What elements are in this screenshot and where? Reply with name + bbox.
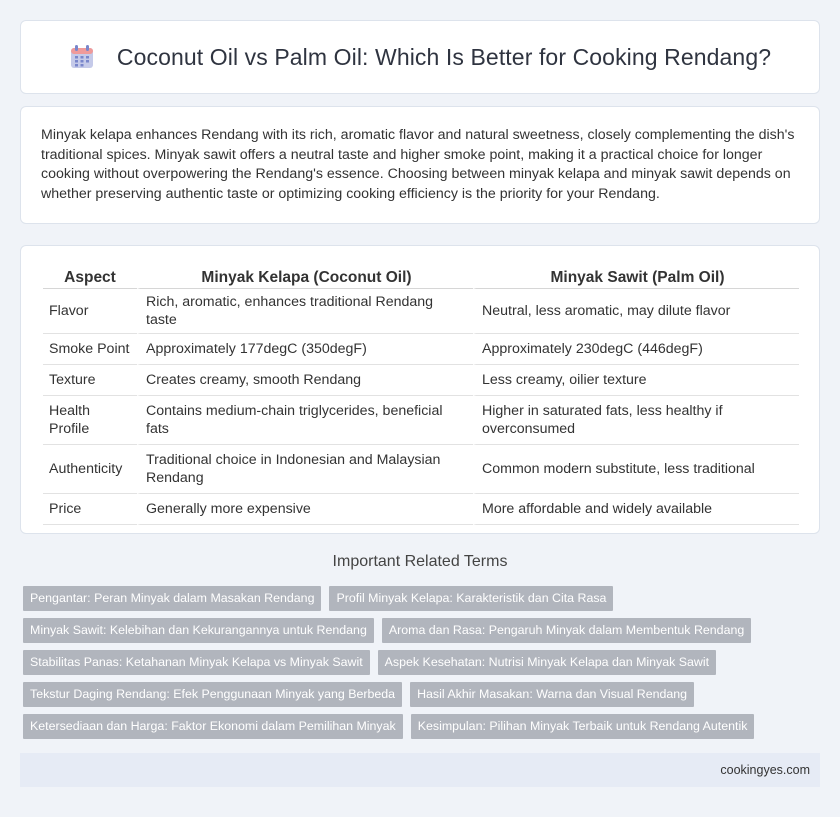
related-term-tag[interactable]: Aspek Kesehatan: Nutrisi Minyak Kelapa dan Minyak Sawit (378, 650, 716, 675)
table-row (43, 445, 799, 494)
header-palm-oil: Minyak Sawit (Palm Oil) (473, 267, 799, 289)
related-term-tag[interactable]: Stabilitas Panas: Ketahanan Minyak Kelapa vs Minyak Sawit (23, 650, 370, 675)
tag-row (23, 586, 823, 611)
related-term-tag[interactable]: Kesimpulan: Pilihan Minyak Terbaik untuk Rendang Autentik (411, 714, 755, 739)
row-aspect: Price (43, 494, 137, 525)
table-row (43, 494, 799, 525)
row-aspect: Flavor (43, 289, 137, 334)
row-aspect: Smoke Point (43, 334, 137, 365)
row-palm-value: Neutral, less aromatic, may dilute flavor (473, 289, 799, 334)
row-palm-value: More affordable and widely available (473, 494, 799, 525)
row-coconut-value: Traditional choice in Indonesian and Malaysian Rendang (137, 445, 473, 494)
related-term-tag[interactable]: Tekstur Daging Rendang: Efek Penggunaan Minyak yang Berbeda (23, 682, 402, 707)
related-terms-heading: Important Related Terms (332, 553, 508, 570)
related-term-tag[interactable]: Pengantar: Peran Minyak dalam Masakan Rendang (23, 586, 321, 611)
intro-paragraph: Minyak kelapa enhances Rendang with its rich, aromatic flavor and natural sweetness, closely complementing the dish's traditional spices. Minyak sawit offers a neutral taste and higher smoke point, making it a practical choice for longer cooking without overpowering the Rendang's essence. Choosing between minyak kelapa and minyak sawit depends on whether preserving authentic taste or optimizing cooking efficiency is the priority for your Rendang. (41, 127, 795, 202)
table-row (43, 289, 799, 334)
table-row (43, 334, 799, 365)
tag-row (23, 618, 823, 643)
row-coconut-value: Approximately 177degC (350degF) (137, 334, 473, 365)
intro-card (20, 106, 820, 224)
tag-row (23, 682, 823, 707)
table-row (43, 365, 799, 396)
row-palm-value: Approximately 230degC (446degF) (473, 334, 799, 365)
related-term-tag[interactable]: Minyak Sawit: Kelebihan dan Kekurangannya untuk Rendang (23, 618, 374, 643)
related-term-tag[interactable]: Hasil Akhir Masakan: Warna dan Visual Rendang (410, 682, 694, 707)
comparison-table-card (20, 245, 820, 534)
related-term-tag[interactable]: Profil Minyak Kelapa: Karakteristik dan Cita Rasa (329, 586, 613, 611)
row-coconut-value: Contains medium-chain triglycerides, beneficial fats (137, 396, 473, 445)
comparison-table (43, 267, 799, 525)
related-term-tag[interactable]: Ketersediaan dan Harga: Faktor Ekonomi dalam Pemilihan Minyak (23, 714, 403, 739)
row-palm-value: Common modern substitute, less traditional (473, 445, 799, 494)
header-aspect: Aspect (43, 267, 137, 289)
table-row (43, 396, 799, 445)
row-coconut-value: Generally more expensive (137, 494, 473, 525)
calendar-grid-icon (69, 44, 95, 70)
table-header-row (43, 267, 799, 289)
footer (20, 753, 820, 787)
row-coconut-value: Rich, aromatic, enhances traditional Rendang taste (137, 289, 473, 334)
related-term-tag[interactable]: Aroma dan Rasa: Pengaruh Minyak dalam Membentuk Rendang (382, 618, 751, 643)
row-aspect: Authenticity (43, 445, 137, 494)
row-palm-value: Higher in saturated fats, less healthy if overconsumed (473, 396, 799, 445)
row-palm-value: Less creamy, oilier texture (473, 365, 799, 396)
title-card (20, 20, 820, 94)
header-coconut-oil: Minyak Kelapa (Coconut Oil) (137, 267, 473, 289)
tag-row (23, 714, 823, 739)
page-title: Coconut Oil vs Palm Oil: Which Is Better for Cooking Rendang? (116, 43, 772, 70)
tag-row (23, 650, 823, 675)
row-aspect: Texture (43, 365, 137, 396)
related-terms-list (23, 586, 823, 746)
row-aspect: Health Profile (43, 396, 137, 445)
footer-site-link[interactable]: cookingyes.com (720, 763, 810, 777)
row-coconut-value: Creates creamy, smooth Rendang (137, 365, 473, 396)
